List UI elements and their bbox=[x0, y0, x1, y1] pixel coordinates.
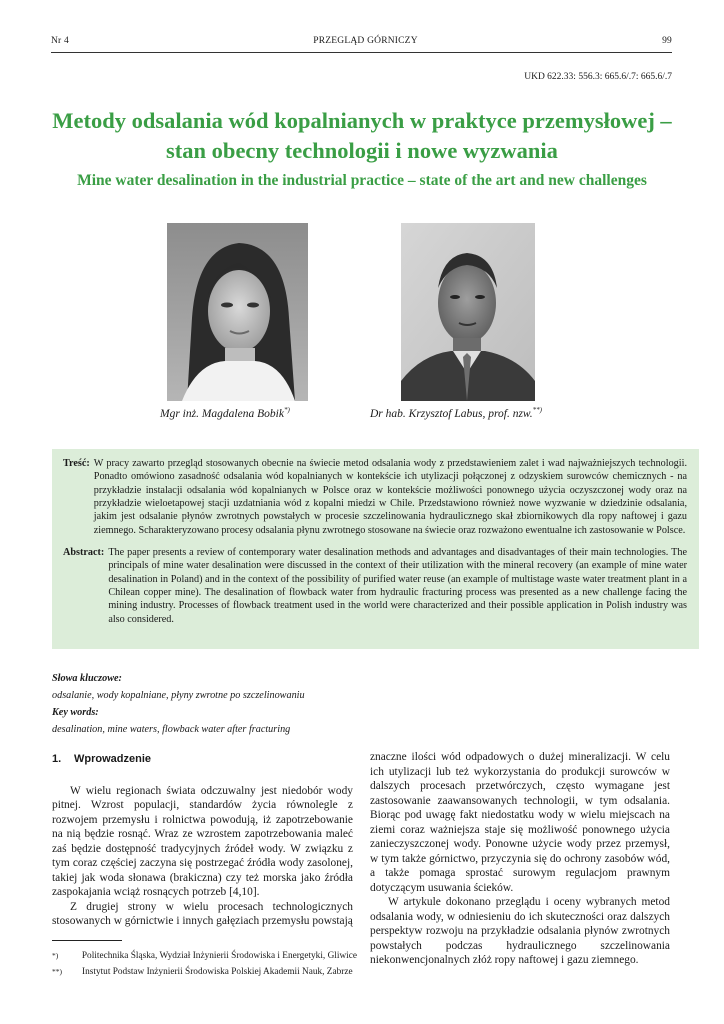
section-heading bbox=[52, 752, 353, 767]
footnote-mark-1: *) bbox=[52, 951, 59, 960]
keywords-pl-label: Słowa kluczowe: bbox=[52, 673, 122, 684]
footnote-rule bbox=[52, 940, 122, 941]
header-rule bbox=[51, 52, 672, 53]
page-number: 99 bbox=[662, 36, 672, 46]
author-mark-2: **) bbox=[532, 406, 542, 414]
keywords-en-label: Key words: bbox=[52, 707, 99, 718]
footnote-2 bbox=[52, 964, 357, 980]
author-photo-2 bbox=[401, 223, 535, 401]
body-column-left bbox=[52, 752, 353, 929]
abstract-text: The paper presents a review of contemporary water desalination methods and advantages and disadvantages of their main technologies. The principals of mine water desalination were discussed in the context of their utilization with the mineral recovery (an example of mine water desalination in Poland) and in the context of the possibility of purified water reuse (an example of multistage waste water treatment plant in a Chilean copper mine). The desalination of flowback water from hydraulic fracturing process was presented as a new challenge facing the mining industry. Processes of flowback treatment used in the world were characterized and their possible application in Polish industry was also considered. bbox=[108, 547, 687, 625]
tresc-row bbox=[63, 457, 687, 537]
paragraph: Z drugiej strony w wielu procesach technologicznych stosowanych w górnictwie i innych gałęziach przemysłu powstają bbox=[52, 900, 353, 927]
title-english: Mine water desalination in the industrial practice – state of the art and new challenges bbox=[77, 172, 647, 189]
footnote-1 bbox=[52, 948, 357, 964]
paragraph: W artykule dokonano przeglądu i oceny wybranych metod odsalania wody, w odniesieniu do ich skuteczności oraz dalszych perspektyw rozwoju na przykładzie odsalania płynów zwrotnych powstałych podczas hydraulicznego szczelinowania niekonwencjonalnych złóż ropy naftowej i gazu ziemnego. bbox=[370, 896, 670, 966]
keywords-en-text: desalination, mine waters, flowback water after fracturing bbox=[52, 724, 291, 735]
running-header bbox=[51, 36, 672, 46]
section-title: Wprowadzenie bbox=[74, 753, 152, 765]
tresc-label: Treść: bbox=[63, 458, 90, 469]
author-name-1: Mgr inż. Magdalena Bobik bbox=[160, 407, 284, 420]
section-number: 1. bbox=[52, 753, 62, 765]
footnote-text-2: Instytut Podstaw Inżynierii Środowiska Polskiej Akademii Nauk, Zabrze bbox=[82, 967, 353, 977]
author-caption-2 bbox=[370, 406, 542, 420]
author-photo-1 bbox=[167, 223, 308, 401]
issue-number: Nr 4 bbox=[51, 36, 69, 46]
footnote-text-1: Politechnika Śląska, Wydział Inżynierii Środowiska i Energetyki, Gliwice bbox=[81, 951, 357, 961]
author-name-2: Dr hab. Krzysztof Labus, prof. nzw. bbox=[370, 407, 533, 420]
title-polish: Metody odsalania wód kopalnianych w praktyce przemysłowej – stan obecny technologii i nowe wyzwania bbox=[52, 108, 672, 163]
abstract-row bbox=[63, 546, 687, 626]
abstract-box bbox=[52, 449, 699, 649]
author-mark-1: *) bbox=[283, 406, 290, 414]
udc-code: UKD 622.33: 556.3: 665.6/.7: 665.6/.7 bbox=[524, 72, 672, 82]
keywords-pl-text: odsalanie, wody kopalniane, płyny zwrotne po szczelinowaniu bbox=[52, 690, 305, 701]
tresc-text: W pracy zawarto przegląd stosowanych obecnie na świecie metod odsalania wody z przedstawieniem zalet i wad najważniejszych technologii. Ponadto omówiono zasadność odsalania wód kopalnianych w kontekście ich utylizacji połączonej z odzyskiem surowców chemicznych - na przykładzie instalacji odsalania wód kopalnianych w Polsce oraz w kontekście możliwości ponownego użycia oczyszczonej wody oraz na przykładzie wieloetapowej stacji uzdatniania wód z kopalni miedzi w Chile. Przedstawiono również nowe wyzwanie w dziedzinie odsalania, jakim jest odsalanie płynów zwrotnych powstałych w procesie szczelinowania hydraulicznego skał zbiornikowych dla ropy naftowej i gazu ziemnego. Scharakteryzowano procesy odsalania płynu zwrotnego stosowane na świecie oraz rozważono ewentualne ich zastosowanie w Polsce. bbox=[93, 458, 687, 536]
paragraph: W wielu regionach świata odczuwalny jest niedobór wody pitnej. Wzrost populacji, standardów życia równolegle z rozwojem przemysłu i rolnictwa powodują, iż zapotrzebowanie na nią będzie rosnąć. Wraz ze wzrostem zapotrzebowania maleć zaś będzie dostępność tradycyjnych źródeł wody. W związku z tym coraz częściej zaczyna się postrzegać źródła wody zasolonej, takiej jak woda słonawa (brakiczna) czy też morska jako źródła zaspokajania wciąż rosnących potrzeb [4,10]. bbox=[52, 784, 353, 898]
paragraph-continuation: znaczne ilości wód odpadowych o dużej mineralizacji. W celu ich utylizacji lub też wykorzystania do produkcji surowców w dalszych procesach przetwórczych, często wymagane jest zastosowanie zaawansowanych technologii, w tym odsalania. Biorąc pod uwagę fakt niedostatku wody w wielu miejscach na ziemi coraz ważniejsza staje się możliwość ponownego użycia zanieczyszczonej wody. Ponowne użycie wody przez przemysł, w tym także górnictwo, przyczynia się do ochrony zasobów wód, a także pomaga sprostać surowym regulacjom prawnym dotyczącym usuwania ścieków. bbox=[370, 751, 670, 894]
author-caption-1 bbox=[160, 406, 290, 420]
footnotes bbox=[52, 948, 357, 980]
body-column-right bbox=[370, 750, 670, 968]
journal-name: PRZEGLĄD GÓRNICZY bbox=[313, 36, 418, 46]
keywords-block bbox=[52, 670, 452, 738]
abstract-label: Abstract: bbox=[63, 547, 105, 559]
footnote-mark-2: **) bbox=[52, 967, 62, 976]
